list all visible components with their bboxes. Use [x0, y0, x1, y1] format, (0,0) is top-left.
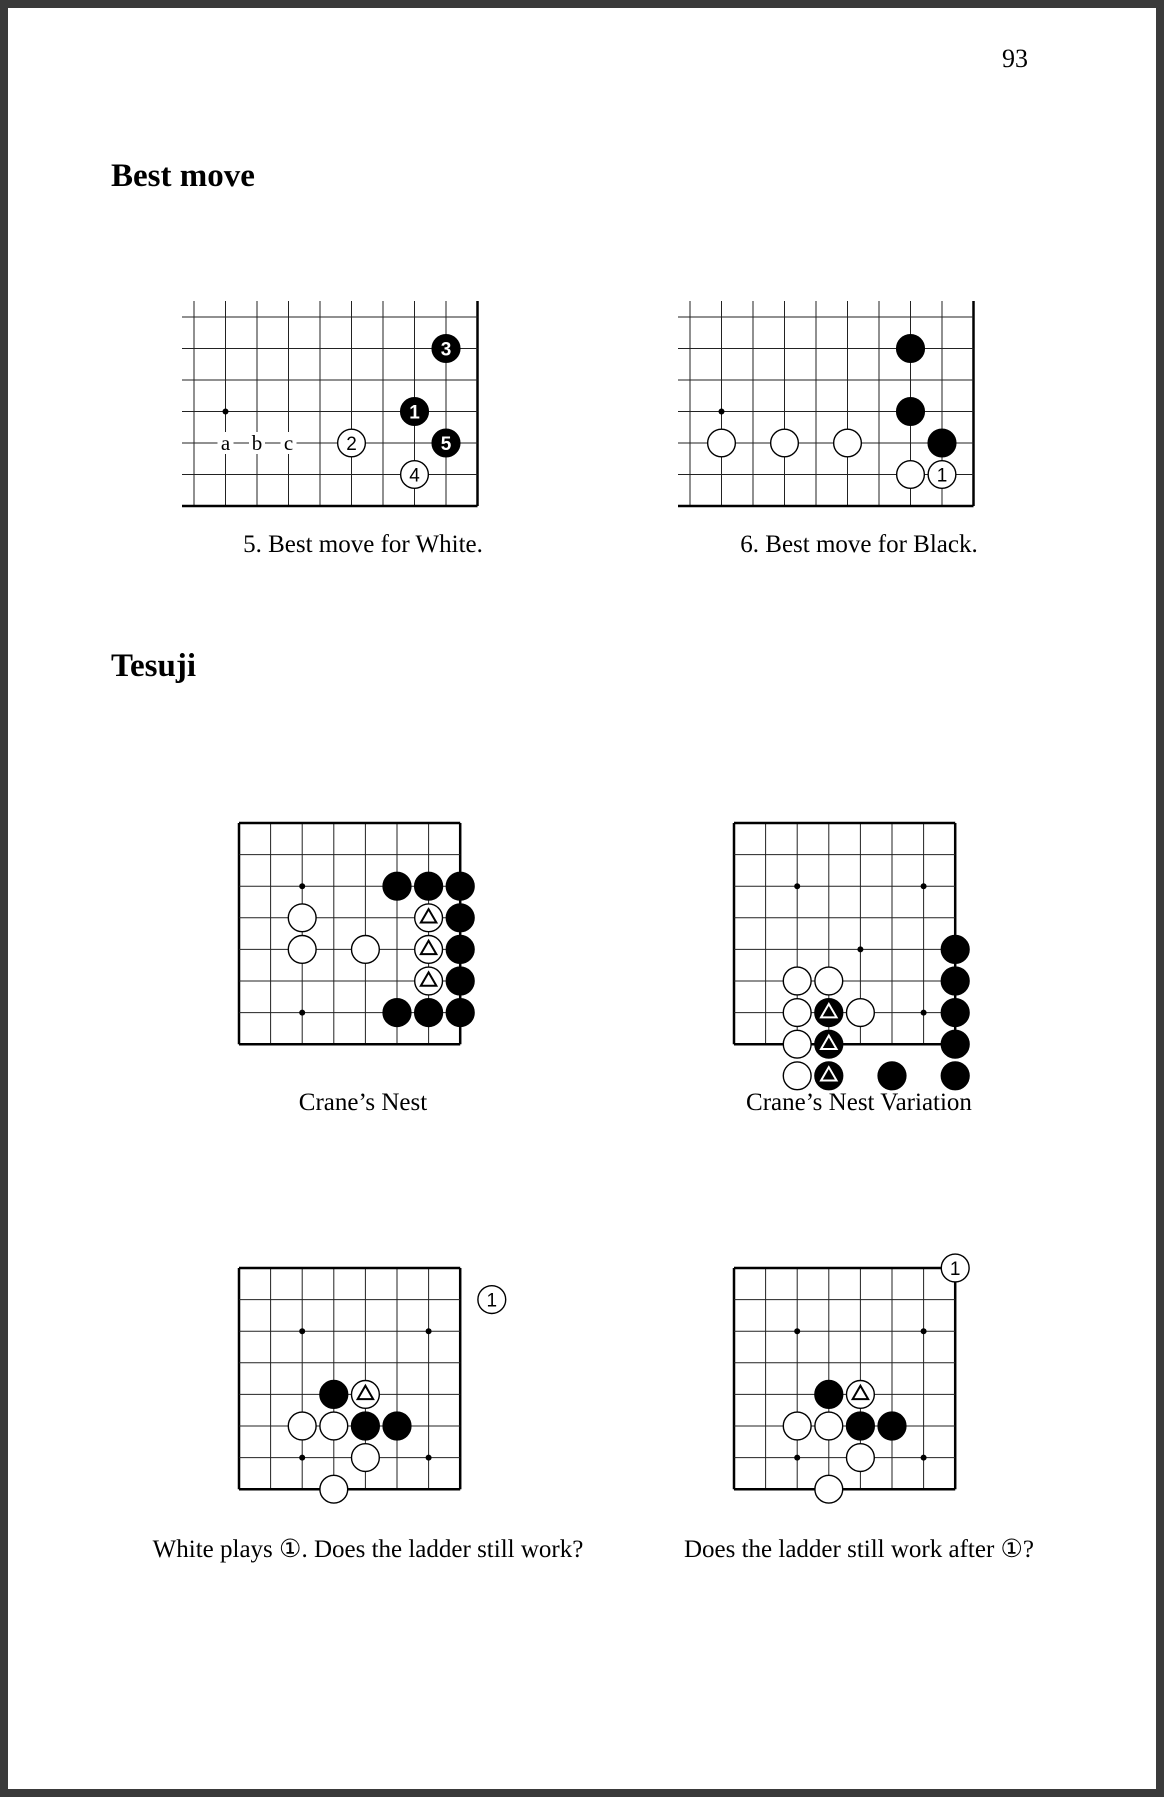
- diagram-ladder-white-plays: [227, 1256, 507, 1536]
- star-point: [426, 1455, 432, 1461]
- diagram-cranes-nest: [227, 811, 507, 1091]
- point-letter: a: [220, 431, 231, 455]
- white-stone: [783, 999, 811, 1027]
- move-number: 4: [409, 465, 420, 487]
- black-stone: [432, 335, 460, 363]
- black-stone: [941, 999, 969, 1027]
- white-stone: [351, 1380, 379, 1408]
- diagram-ladder-after: [722, 1256, 1002, 1536]
- white-stone: [338, 429, 366, 457]
- white-stone: [815, 1412, 843, 1440]
- move-number: 1: [486, 1290, 498, 1312]
- star-point: [299, 883, 305, 889]
- caption-cranes-nest-variation: Crane’s Nest Variation: [746, 1089, 972, 1116]
- star-point: [794, 883, 800, 889]
- white-stone: [897, 461, 925, 489]
- black-stone: [815, 1380, 843, 1408]
- white-stone: [320, 1475, 348, 1503]
- black-stone: [415, 999, 443, 1027]
- black-stone: [383, 872, 411, 900]
- star-point: [299, 1328, 305, 1334]
- black-stone: [446, 967, 474, 995]
- section-heading-tesuji: Tesuji: [111, 648, 196, 684]
- black-stone: [846, 1412, 874, 1440]
- move-number: 1: [409, 402, 420, 424]
- black-stone: [383, 999, 411, 1027]
- white-stone: [708, 429, 736, 457]
- white-stone: [415, 967, 443, 995]
- white-stone: [846, 1444, 874, 1472]
- black-stone: [446, 872, 474, 900]
- white-stone: [846, 999, 874, 1027]
- move-number: 1: [936, 465, 948, 487]
- white-stone: [846, 1380, 874, 1408]
- white-stone: [288, 1412, 316, 1440]
- move-number: 1: [949, 1259, 961, 1280]
- white-stone: [288, 935, 316, 963]
- move-number: 3: [440, 339, 452, 361]
- caption-ladder-white-plays: White plays ①. Does the ladder still work?: [152, 1536, 584, 1563]
- white-stone: [928, 461, 956, 489]
- black-stone: [897, 398, 925, 426]
- black-stone: [320, 1380, 348, 1408]
- book-page: [8, 8, 1156, 1789]
- caption-ladder-after: Does the ladder still work after ①?: [683, 1536, 1035, 1563]
- point-letter: b: [251, 431, 263, 455]
- star-point: [921, 883, 927, 889]
- black-stone: [415, 872, 443, 900]
- white-stone: [351, 935, 379, 963]
- black-stone: [941, 967, 969, 995]
- board-grid: [182, 301, 478, 506]
- diagram-best-move-white: [182, 301, 527, 526]
- star-point: [719, 409, 725, 415]
- star-point: [794, 1328, 800, 1334]
- black-stone: [878, 1412, 906, 1440]
- white-stone: [478, 1286, 506, 1314]
- black-stone: [941, 935, 969, 963]
- black-stone: [446, 904, 474, 932]
- white-stone: [771, 429, 799, 457]
- black-stone: [815, 999, 843, 1027]
- caption-cranes-nest: Crane’s Nest: [298, 1089, 428, 1116]
- caption-best-move-white: 5. Best move for White.: [243, 531, 483, 558]
- star-point: [857, 946, 863, 952]
- point-letter: c: [283, 431, 294, 455]
- black-stone: [351, 1412, 379, 1440]
- star-point: [921, 1328, 927, 1334]
- star-point: [921, 1010, 927, 1016]
- black-stone: [401, 398, 429, 426]
- black-stone: [897, 335, 925, 363]
- white-stone: [401, 461, 429, 489]
- white-stone: [320, 1412, 348, 1440]
- star-point: [426, 1328, 432, 1334]
- white-stone: [288, 904, 316, 932]
- black-stone: [941, 1030, 969, 1058]
- white-stone: [415, 935, 443, 963]
- diagram-cranes-nest-variation: [722, 811, 1002, 1091]
- black-stone: [815, 1030, 843, 1058]
- star-point: [299, 1010, 305, 1016]
- section-heading-best-move: Best move: [111, 158, 255, 194]
- white-stone: [834, 429, 862, 457]
- black-stone: [432, 429, 460, 457]
- black-stone: [383, 1412, 411, 1440]
- white-stone: [815, 967, 843, 995]
- diagram-best-move-black: [678, 301, 1023, 526]
- black-stone: [928, 429, 956, 457]
- star-point: [223, 409, 229, 415]
- star-point: [299, 1455, 305, 1461]
- white-stone: [783, 1412, 811, 1440]
- white-stone: [783, 967, 811, 995]
- black-stone: [446, 999, 474, 1027]
- white-stone: [815, 1475, 843, 1503]
- black-stone: [446, 935, 474, 963]
- page-number: 93: [1002, 44, 1028, 73]
- star-point: [794, 1455, 800, 1461]
- white-stone: [941, 1254, 969, 1282]
- white-stone: [415, 904, 443, 932]
- white-stone: [783, 1030, 811, 1058]
- white-stone: [351, 1444, 379, 1472]
- move-number: 2: [346, 434, 357, 455]
- star-point: [921, 1455, 927, 1461]
- move-number: 5: [440, 434, 452, 455]
- caption-best-move-black: 6. Best move for Black.: [740, 531, 978, 558]
